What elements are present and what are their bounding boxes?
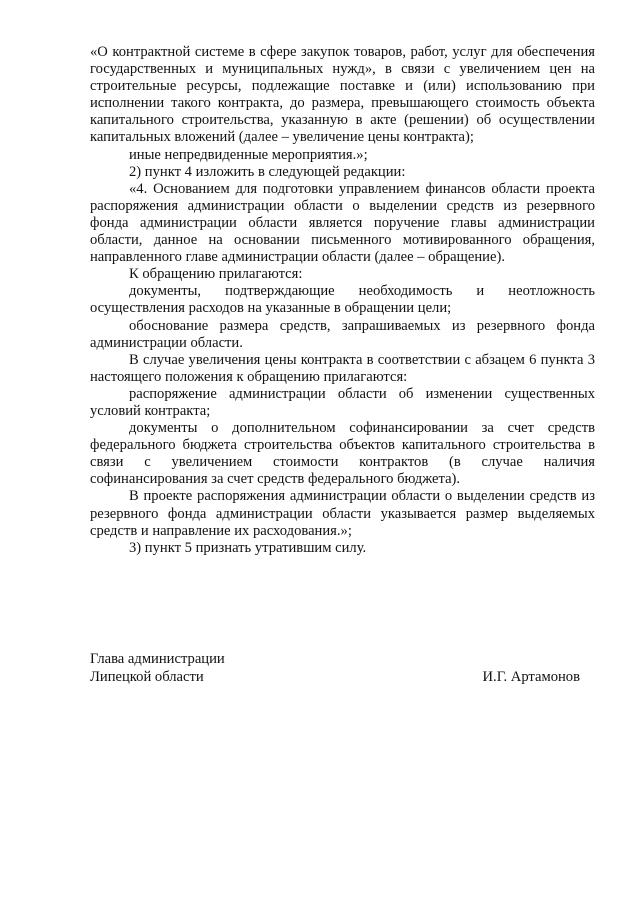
paragraph-attachments-heading: К обращению прилагаются: [129, 266, 303, 283]
paragraph-amount-justification: обоснование размера средств, запрашиваемых из резервного фонда администрации области. [90, 317, 595, 351]
paragraph-supporting-documents: документы, подтверждающие необходимость и неотложность осуществления расходов на указанные в обращении цели; [90, 283, 595, 317]
paragraph-contract-change-order: распоряжение администрации области об изменении существенных условий контракта; [90, 385, 595, 419]
paragraph-item-3: 3) пункт 5 признать утратившим силу. [129, 539, 367, 556]
paragraph-other-measures: иные непредвиденные мероприятия.»; [129, 146, 368, 163]
paragraph-draft-order: В проекте распоряжения администрации области о выделении средств из резервного фонда администрации области указывается размер выделяемых средств и направление их расходования.»; [90, 488, 595, 539]
signature-block [90, 651, 595, 686]
paragraph-law-reference: «О контрактной системе в сфере закупок товаров, работ, услуг для обеспечения государственных и муниципальных нужд», в связи с увеличением цен на строительные ресурсы, подлежащие поставке и (или) использованию при исполнении такого контракта, до размера, превышающего стоимость объекта капитального строительства, указанную в акте (решении) об осуществлении капитальных вложений (далее – увеличение цены контракта); [90, 44, 595, 146]
signatory-position-line2: Липецкой области [90, 668, 204, 685]
paragraph-price-increase: В случае увеличения цены контракта в соответствии с абзацем 6 пункта 3 настоящего положения к обращению прилагаются: [90, 351, 595, 385]
paragraph-clause-4: «4. Основанием для подготовки управлением финансов области проекта распоряжения администрации области о выделении средств из резервного фонда администрации области является поручение главы администрации области, данное на основании письменного мотивированного обращения, направленного главе администрации области (далее – обращение). [90, 180, 595, 266]
paragraph-cofinancing-documents: документы о дополнительном софинансировании за счет средств федерального бюджета строительства объектов капитального строительства в связи с увеличением стоимости контрактов (в случае наличия софинансирования за счет средств федерального бюджета). [90, 420, 595, 488]
signatory-name: И.Г. Артамонов [482, 668, 580, 685]
signature-row [90, 669, 595, 687]
signatory-position-line1: Глава администрации [90, 651, 225, 667]
paragraph-item-2: 2) пункт 4 изложить в следующей редакции: [129, 163, 406, 180]
document-body [90, 44, 595, 557]
